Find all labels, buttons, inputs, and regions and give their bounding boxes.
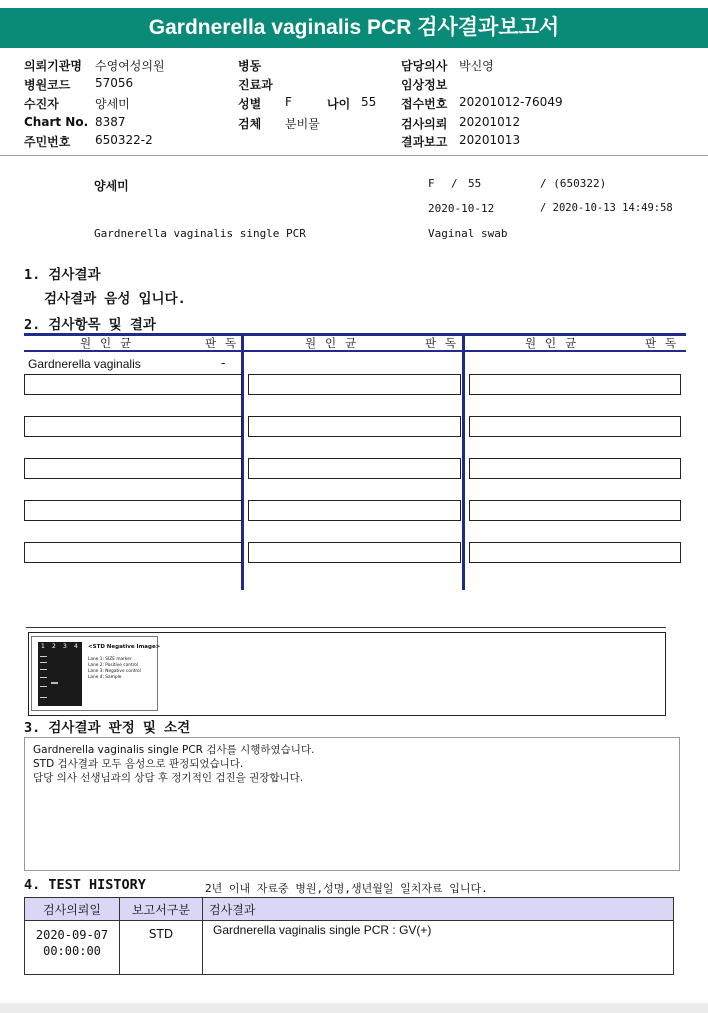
opinion-text — [33, 743, 314, 785]
header-hospital-code-value: 57056 — [95, 76, 134, 90]
history-result: Gardnerella vaginalis single PCR : GV(+) — [203, 921, 674, 975]
header-hospital-name: 의뢰기관명 — [24, 59, 82, 73]
grid-empty-cell — [248, 500, 461, 521]
summary-name: 양세미 — [94, 179, 129, 193]
section1-title: 1. 검사결과 — [24, 267, 101, 283]
grid-col1-result-header: 판 독 — [205, 336, 238, 350]
header-ward-label: 병동 — [238, 59, 262, 73]
gel-band — [40, 677, 47, 678]
header-patient-value: 양세미 — [95, 97, 130, 111]
opinion-line: 담당 의사 선생님과의 상담 후 정기적인 검진을 권장합니다. — [33, 772, 304, 784]
grid-empty-cell — [469, 458, 681, 479]
footer-bar — [0, 1003, 708, 1013]
header-patient-label: 수진자 — [24, 97, 59, 111]
grid-col2-result-header: 판 독 — [425, 336, 458, 350]
grid-empty-cell — [248, 374, 461, 395]
history-time: 00:00:00 — [43, 944, 101, 958]
gel-electrophoresis-image — [38, 642, 82, 706]
grid-empty-cell — [469, 416, 681, 437]
header-specimen-label: 검체 — [238, 117, 262, 131]
summary-birth: / (650322) — [540, 177, 607, 190]
gel-legend-item: Lane 1: SIZE marker — [88, 657, 132, 662]
header-doctor-label: 담당의사 — [401, 59, 448, 73]
gel-image-box — [31, 636, 161, 711]
gel-lane-1: 1 — [41, 643, 45, 650]
header-report-value: 20201013 — [459, 133, 521, 147]
header-rrn-value: 650322-2 — [95, 133, 153, 147]
history-date: 2020-09-07 — [35, 928, 109, 942]
header-request-label: 검사의뢰 — [401, 117, 448, 131]
summary-request-date: 2020-10-12 — [428, 202, 495, 215]
grid-col1-organism-header: 원 인 균 — [80, 336, 133, 350]
header-report-label: 결과보고 — [401, 135, 448, 149]
header-rrn-label: 주민번호 — [24, 135, 71, 149]
gel-legend-item: Lane 3: Negative control — [88, 669, 141, 674]
grid-divider-2 — [462, 333, 465, 590]
table-row — [25, 921, 674, 975]
section3-title: 3. 검사결과 판정 및 소견 — [24, 720, 191, 736]
gel-lane-4: 4 — [74, 643, 78, 650]
history-date-cell — [25, 921, 120, 975]
gel-lane-2: 2 — [52, 643, 56, 650]
grid-col3-organism-header: 원 인 균 — [525, 336, 578, 350]
gel-band — [40, 697, 47, 698]
section4-title: 4. TEST HISTORY — [24, 877, 146, 893]
grid-empty-cell — [469, 374, 681, 395]
gel-band — [40, 686, 47, 687]
grid-col3-result-header: 판 독 — [645, 336, 678, 350]
history-header-result: 검사결과 — [203, 898, 674, 921]
grid-empty-cell — [24, 542, 242, 563]
grid-empty-cell — [248, 416, 461, 437]
gel-band — [40, 669, 47, 670]
grid-empty-cell — [248, 542, 461, 563]
section2-title: 2. 검사항목 및 결과 — [24, 317, 156, 333]
header-clinical-label: 임상정보 — [401, 78, 448, 92]
grid-empty-cell — [24, 374, 242, 395]
header-chart-value: 8387 — [95, 115, 126, 129]
header-specimen-value: 분비물 — [285, 117, 320, 131]
grid-row1-organism: Gardnerella vaginalis — [28, 357, 141, 371]
gel-band — [40, 656, 47, 657]
grid-empty-cell — [469, 500, 681, 521]
opinion-line: STD 검사결과 모두 음성으로 판정되었습니다. — [33, 758, 244, 770]
summary-report-datetime: / 2020-10-13 14:49:58 — [540, 202, 673, 214]
header-chart-label: Chart No. — [24, 115, 89, 129]
header-age-label: 나이 — [327, 97, 351, 111]
history-table — [24, 897, 674, 975]
grid-col2-organism-header: 원 인 균 — [305, 336, 358, 350]
gel-top-rule — [26, 627, 666, 628]
gel-legend-item: Lane 4: Sample — [88, 675, 122, 680]
summary-separator: / — [451, 177, 458, 190]
gel-band — [51, 682, 58, 684]
header-doctor-value: 박신영 — [459, 59, 494, 73]
header-sex-label: 성별 — [238, 97, 262, 111]
grid-empty-cell — [248, 458, 461, 479]
grid-row1-result: - — [221, 356, 226, 370]
header-request-value: 20201012 — [459, 115, 521, 129]
report-title: Gardnerella vaginalis PCR 검사결과보고서 — [0, 8, 708, 48]
gel-band — [40, 662, 47, 663]
header-hospital-name-value: 수영여성의원 — [95, 59, 165, 73]
section1-result-text: 검사결과 음성 입니다. — [44, 291, 186, 307]
gel-lane-3: 3 — [63, 643, 67, 650]
grid-empty-cell — [24, 458, 242, 479]
gel-legend-item: Lane 2: Positive control — [88, 663, 139, 668]
history-header-date: 검사의뢰일 — [25, 898, 120, 921]
summary-age: 55 — [468, 177, 482, 190]
summary-test-name: Gardnerella vaginalis single PCR — [94, 227, 306, 240]
gel-legend — [88, 657, 141, 681]
header-age-value: 55 — [361, 95, 377, 109]
history-header-row — [25, 898, 674, 921]
grid-empty-cell — [469, 542, 681, 563]
opinion-line: Gardnerella vaginalis single PCR 검사를 시행하였습니다. — [33, 744, 315, 756]
header-receipt-value: 20201012-76049 — [459, 95, 563, 109]
header-receipt-label: 접수번호 — [401, 97, 448, 111]
section4-note: 2년 이내 자료중 병원,성명,생년월일 일치자료 입니다. — [205, 882, 488, 895]
summary-specimen: Vaginal swab — [428, 227, 508, 240]
opinion-box — [24, 737, 680, 871]
grid-empty-cell — [24, 500, 242, 521]
header-dept-label: 진료과 — [238, 78, 273, 92]
header-sex-value: F — [285, 95, 292, 109]
header-divider — [0, 155, 708, 156]
header-hospital-code-label: 병원코드 — [24, 78, 71, 92]
summary-sex: F — [428, 177, 435, 190]
grid-empty-cell — [24, 416, 242, 437]
history-header-type: 보고서구분 — [120, 898, 203, 921]
gel-title: <STD Negative Image> — [88, 644, 161, 650]
history-type: STD — [120, 921, 203, 975]
